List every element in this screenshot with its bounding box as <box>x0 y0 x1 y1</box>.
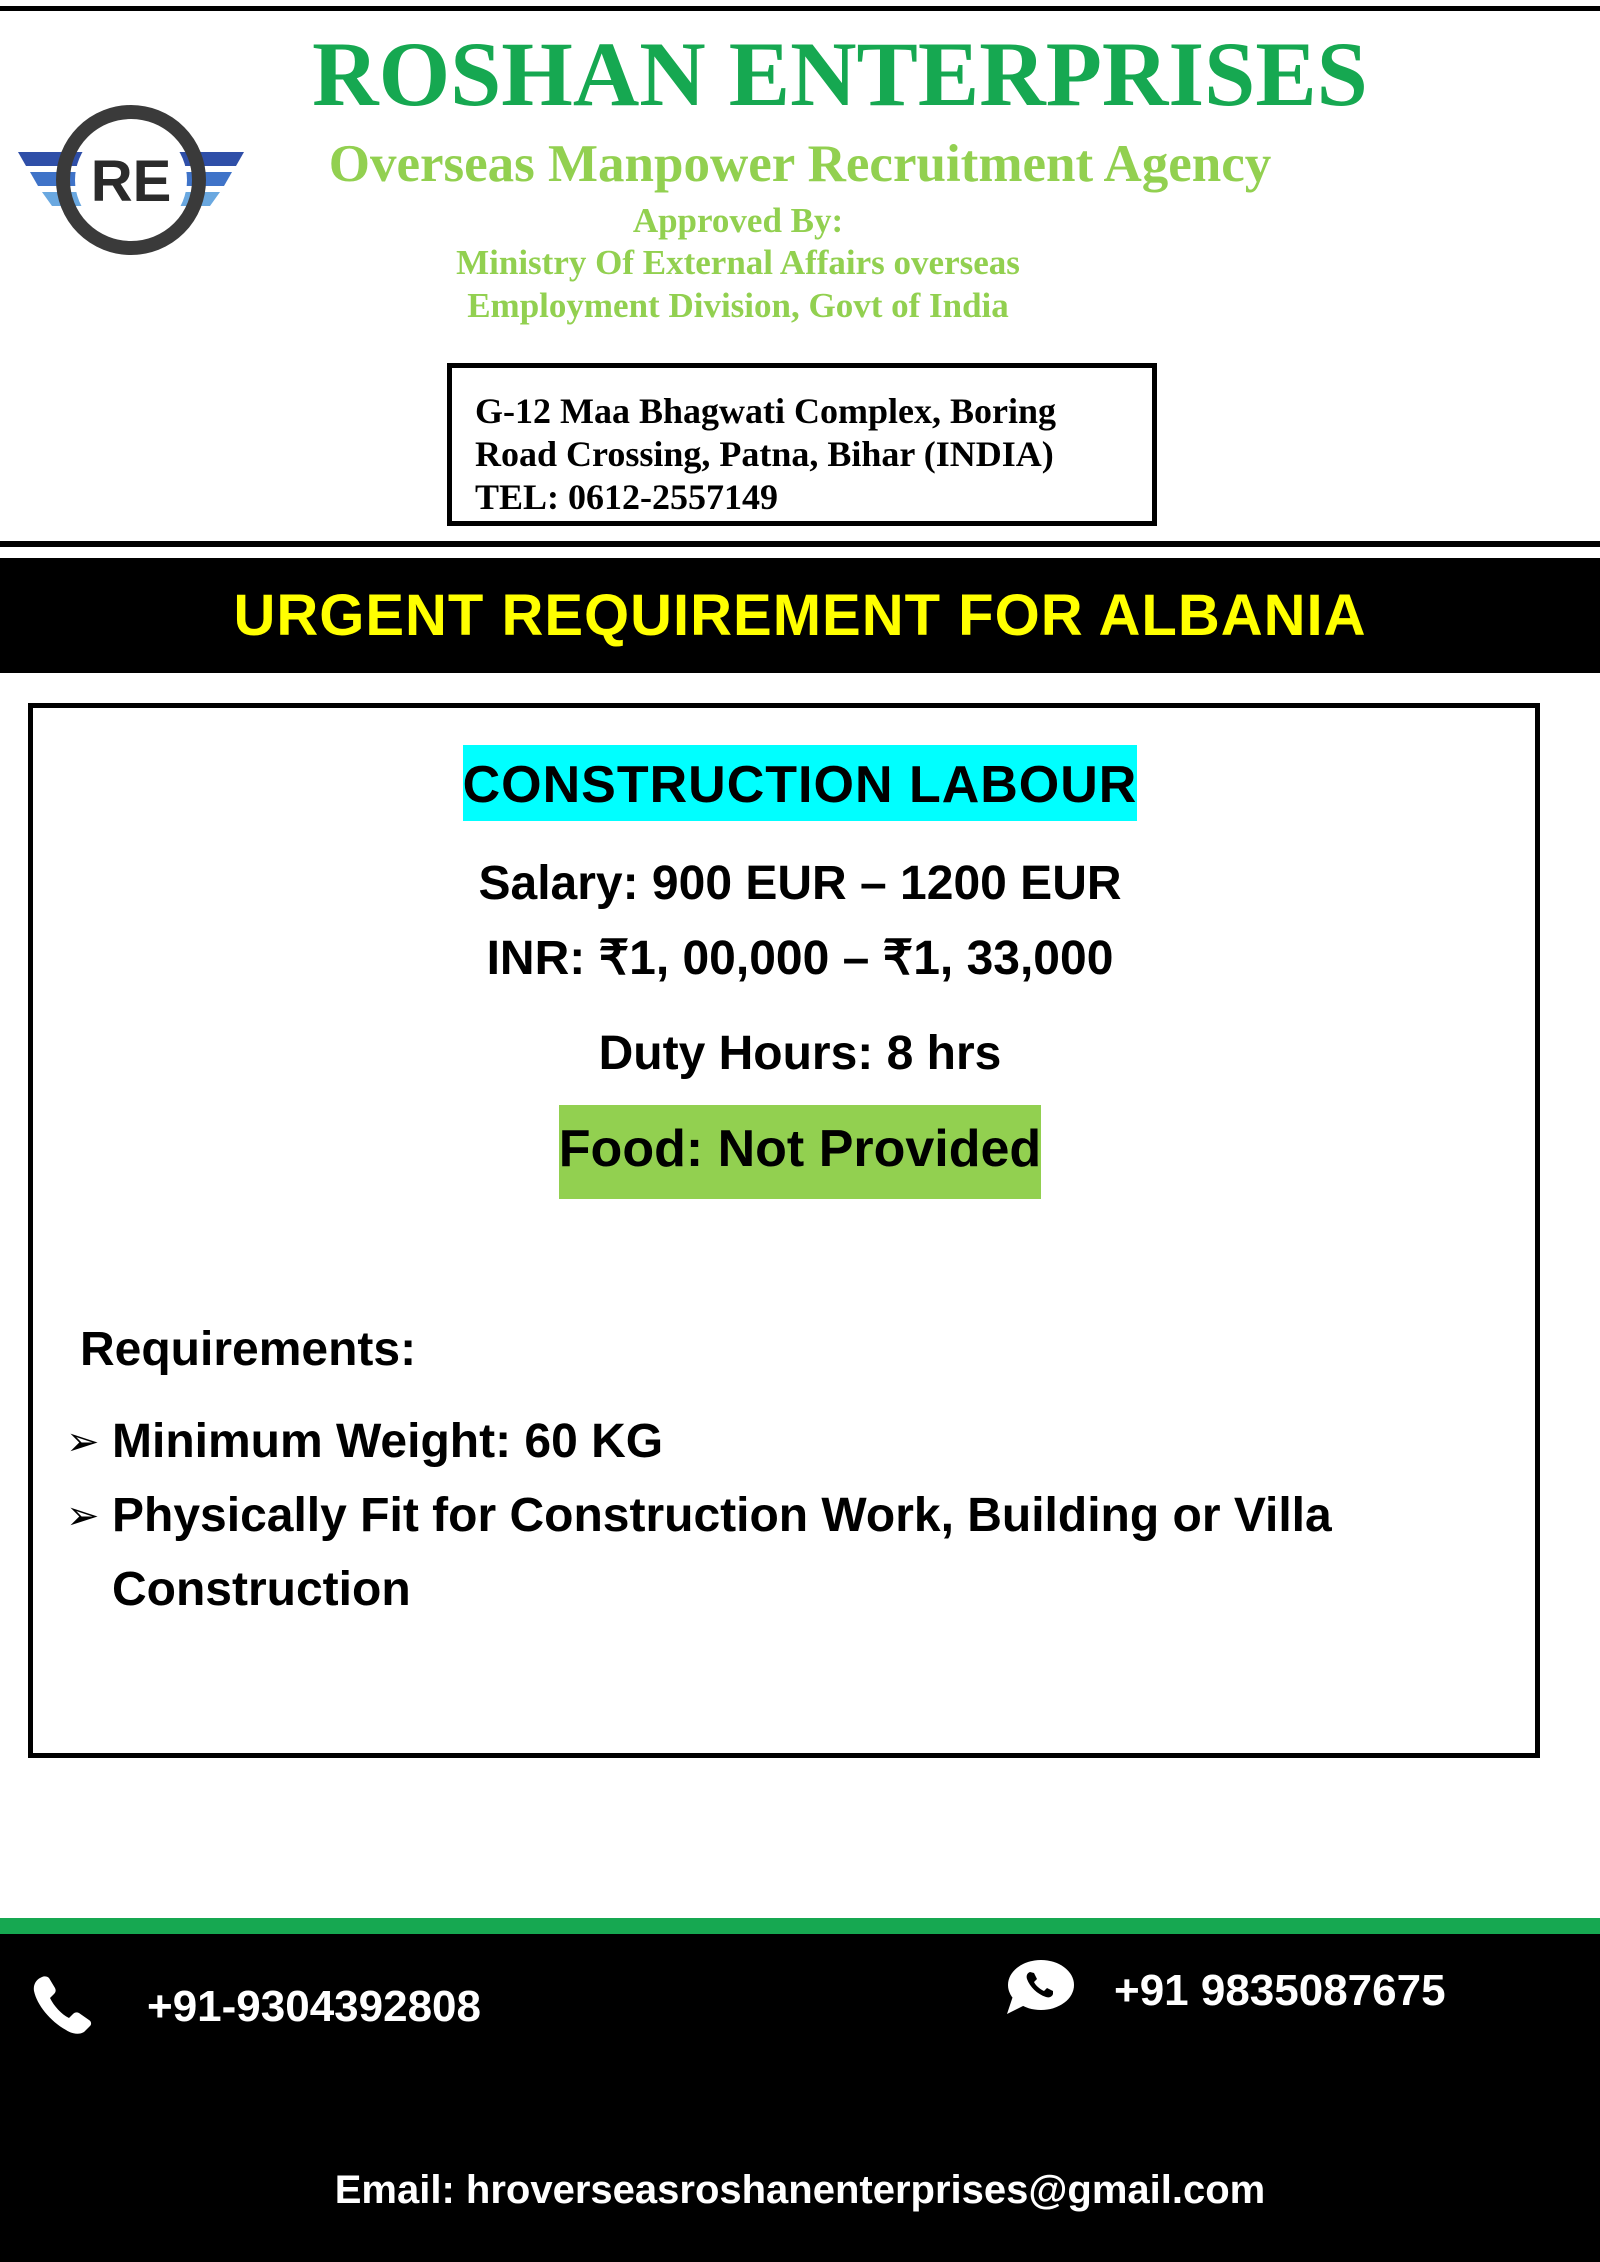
logo-letters: RE <box>90 149 172 214</box>
address-line-1: G-12 Maa Bhagwati Complex, Boring <box>475 391 1056 431</box>
whatsapp-number[interactable]: +91 9835087675 <box>1114 1966 1446 2015</box>
approval-line-2: Ministry Of External Affairs overseas <box>456 243 1020 282</box>
job-title-text: CONSTRUCTION LABOUR <box>463 745 1138 821</box>
arrow-bullet-icon: ➢ <box>66 1420 100 1464</box>
address-line-2: Road Crossing, Patna, Bihar (INDIA) <box>475 434 1054 474</box>
contact-email[interactable]: Email: hroverseasroshanenterprises@gmail.com <box>334 2168 1266 2212</box>
urgent-banner <box>0 558 1600 673</box>
phone-number[interactable]: +91-9304392808 <box>147 1982 481 2031</box>
job-title <box>0 745 1600 821</box>
salary-inr: INR: ₹1, 00,000 – ₹1, 33,000 <box>486 932 1114 985</box>
food-status-text: Food: Not Provided <box>559 1105 1041 1199</box>
requirement-item <box>66 1479 1526 1627</box>
requirements-title: Requirements: <box>80 1323 417 1376</box>
address-box <box>447 363 1157 526</box>
company-name: ROSHAN ENTERPRISES <box>312 23 1368 125</box>
address-telephone: TEL: 0612-2557149 <box>475 477 779 517</box>
food-status <box>0 1105 1600 1199</box>
footer-green-bar <box>0 1918 1600 1934</box>
requirement-item <box>66 1405 1526 1479</box>
requirement-text: Minimum Weight: 60 KG <box>112 1415 664 1468</box>
phone-icon <box>30 1972 100 2038</box>
arrow-bullet-icon: ➢ <box>66 1494 100 1538</box>
banner-top-rule <box>0 541 1600 547</box>
company-tagline: Overseas Manpower Recruitment Agency <box>328 135 1272 193</box>
top-rule <box>0 6 1600 11</box>
approval-line-3: Employment Division, Govt of India <box>467 286 1009 325</box>
urgent-banner-text: URGENT REQUIREMENT FOR ALBANIA <box>233 583 1367 648</box>
salary-eur: Salary: 900 EUR – 1200 EUR <box>478 857 1122 910</box>
duty-hours: Duty Hours: 8 hrs <box>598 1027 1002 1080</box>
approval-line-1: Approved By: <box>632 201 844 240</box>
requirement-text: Physically Fit for Construction Work, Building or Villa Construction <box>112 1489 1332 1616</box>
whatsapp-icon <box>1003 1958 1075 2016</box>
